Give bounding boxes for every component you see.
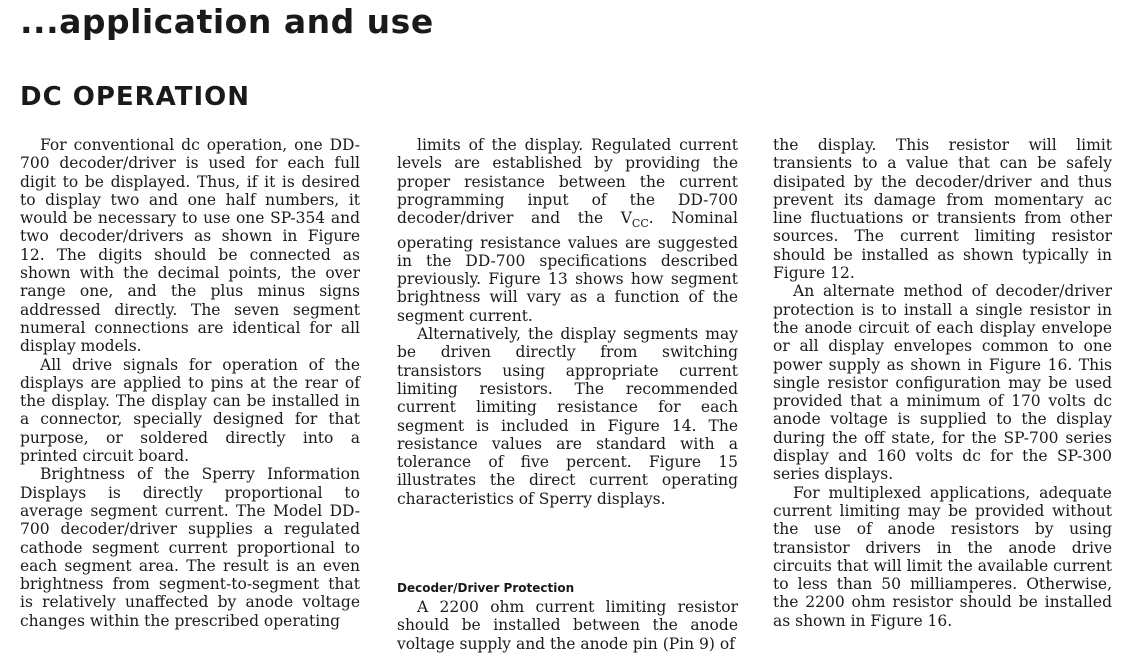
column-1: [20, 136, 360, 630]
paragraph-alternate-protection: An alternate method of decoder/driver protection is to install a single resistor in the anode circuit of each display envelope or all display envelopes common to one power supply as shown in Figure 16. This single resistor configuration may be used provided that a minimum of 170 volts dc anode voltage is supplied to the display during the off state, for the SP-700 series display and 160 volts dc for the SP-300 series displays.: [773, 282, 1112, 484]
paragraph-transients: the display. This resistor will limit transients to a value that can be safely disipated by the decoder/driver and thus prevent its damage from momentary ac line fluctuations or transients from other sources. The current limiting resistor should be installed as shown typically in Figure 12.: [773, 136, 1112, 283]
paragraph-resistor: A 2200 ohm current limiting resistor should be installed between the anode voltage supply and the anode pin (Pin 9) of: [397, 598, 738, 653]
column-3: [773, 136, 1112, 630]
paragraph-brightness: Brightness of the Sperry Information Displays is directly proportional to average segment current. The Model DD-700 decoder/driver supplies a regulated cathode segment current proportional to each segment area. The result is an even brightness from segment-to-segment that is relatively unaffected by anode voltage changes within the prescribed operating: [20, 465, 360, 630]
paragraph-multiplexed: For multiplexed applications, adequate current limiting may be provided without the use of anode resistors by using transistor drivers in the anode drive circuits that will limit the available current to less than 50 milliamperes. Otherwise, the 2200 ohm resistor should be installed as shown in Figure 16.: [773, 483, 1112, 630]
text-part: . Nominal operating resistance values are suggested in the DD-700 specifications described previously. Figure 13 shows how segment brightness will vary as a function of the segment current.: [397, 209, 738, 325]
subheading-protection: Decoder/Driver Protection: [397, 581, 575, 596]
page-header: ...application and use: [20, 2, 434, 41]
vcc-subscript: CC: [631, 217, 649, 231]
paragraph-current-limits: [397, 136, 738, 325]
section-title: DC OPERATION: [20, 82, 251, 112]
paragraph-dc-operation: For conventional dc operation, one DD-700 decoder/driver is used for each full digit to be displayed. Thus, if it is desired to display two and one half numbers, it would be necessary to use one SP-354 and two decoder/drivers as shown in Figure 12. The digits should be connected as shown with the decimal points, the over range one, and the plus minus signs addressed directly. The seven segment numeral connections are identical for all display models.: [20, 136, 360, 356]
column-2: [397, 136, 738, 653]
paragraph-drive-signals: All drive signals for operation of the displays are applied to pins at the rear of the display. The display can be installed in a connector, specially designed for that purpose, or soldered directly into a printed circuit board.: [20, 355, 360, 466]
paragraph-alternative-drive: Alternatively, the display segments may be driven directly from switching transistors using appropriate current limiting resistors. The recommended current limiting resistance for each segment is included in Figure 14. The resistance values are standard with a tolerance of five percent. Figure 15 illustrates the direct current operating characteristics of Sperry displays.: [397, 325, 738, 508]
text-part: limits of the display. Regulated current levels are established by providing the proper resistance between the current programming input of the DD-700 decoder/driver and the V: [397, 136, 738, 228]
